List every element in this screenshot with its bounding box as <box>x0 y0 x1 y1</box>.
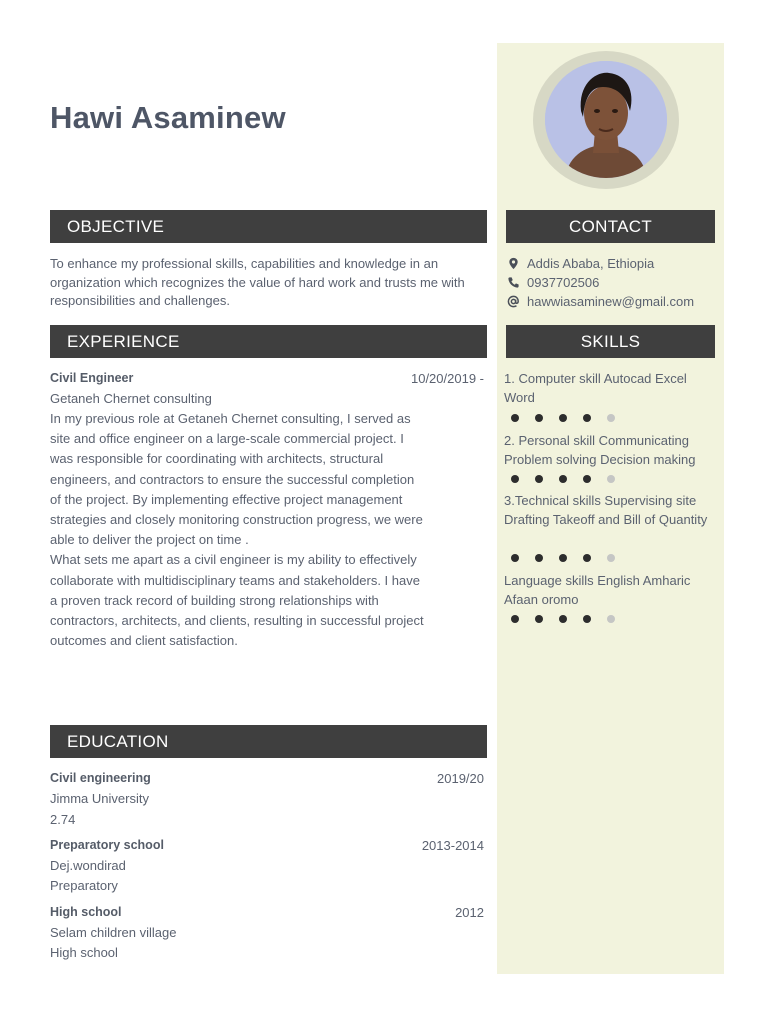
objective-header: OBJECTIVE <box>50 210 487 243</box>
education-header: EDUCATION <box>50 725 487 758</box>
contact-header: CONTACT <box>506 210 715 243</box>
skill-item: 2. Personal skill Communicating Problem solving Decision making <box>504 433 696 467</box>
rating-dot-empty <box>607 615 615 623</box>
rating-dot-filled <box>559 475 567 483</box>
contact-location <box>506 256 654 271</box>
rating-dot-filled <box>535 554 543 562</box>
education-detail: High school <box>50 945 118 960</box>
contact-phone-text: 0937702506 <box>527 275 600 290</box>
education-date: 2012 <box>455 905 484 920</box>
objective-text: To enhance my professional skills, capabilities and knowledge in an organization which recognizes the value of hard work and trusts me with responsibilities and challenges. <box>50 256 465 308</box>
skill-rating <box>511 475 615 483</box>
skills-header: SKILLS <box>506 325 715 358</box>
rating-dot-filled <box>559 414 567 422</box>
education-institution: Selam children village <box>50 925 177 940</box>
contact-phone <box>506 275 599 290</box>
education-date: 2013-2014 <box>421 838 484 853</box>
phone-icon <box>506 276 520 290</box>
experience-job-title: Civil Engineer <box>50 371 134 385</box>
rating-dot-empty <box>607 414 615 422</box>
rating-dot-filled <box>511 615 519 623</box>
education-title: High school <box>50 905 122 919</box>
rating-dot-filled <box>511 475 519 483</box>
skill-rating <box>511 615 615 623</box>
rating-dot-filled <box>583 414 591 422</box>
education-date: 2019/20 <box>437 771 484 786</box>
experience-header: EXPERIENCE <box>50 325 487 358</box>
rating-dot-filled <box>535 414 543 422</box>
contact-location-text: Addis Ababa, Ethiopia <box>527 256 655 271</box>
skill-rating <box>511 414 615 422</box>
education-institution: Dej.wondirad <box>50 858 126 873</box>
contact-email[interactable] <box>506 294 694 309</box>
at-sign-icon <box>506 295 520 309</box>
education-detail: 2.74 <box>50 812 76 827</box>
rating-dot-filled <box>535 615 543 623</box>
skill-item: 1. Computer skill Autocad Excel Word <box>504 371 687 405</box>
rating-dot-filled <box>559 615 567 623</box>
education-title: Civil engineering <box>50 771 151 785</box>
profile-photo <box>545 61 667 178</box>
rating-dot-filled <box>583 554 591 562</box>
profile-photo-image <box>545 61 667 178</box>
skill-item: 3.Technical skills Supervising site Drafting Takeoff and Bill of Quantity <box>504 493 708 527</box>
map-pin-icon <box>506 257 520 271</box>
education-detail: Preparatory <box>50 878 118 893</box>
rating-dot-filled <box>511 414 519 422</box>
skill-item: Language skills English Amharic Afaan oromo <box>504 573 691 607</box>
rating-dot-filled <box>583 475 591 483</box>
skill-rating <box>511 554 615 562</box>
rating-dot-empty <box>607 475 615 483</box>
rating-dot-filled <box>583 615 591 623</box>
experience-description-p2: What sets me apart as a civil engineer is my ability to effectively collaborate with multidisciplinary teams and stakeholders. I have a proven track record of building strong relationships with contractors, architects, and clients, resulting in successful project outcomes and client satisfaction. <box>50 552 424 649</box>
experience-description <box>50 409 425 651</box>
rating-dot-empty <box>607 554 615 562</box>
person-name: Hawi Asaminew <box>50 100 286 135</box>
experience-description-p1: In my previous role at Getaneh Chernet consulting, I served as site and office engineer on a large-scale commercial project. I was responsible for coordinating with architects, structural engineers, and contractors to ensure the successful completion of the project. By implementing effective project management strategies and closely monitoring construction progress, we were able to deliver the project on time . <box>50 411 423 548</box>
education-title: Preparatory school <box>50 838 164 852</box>
experience-date: 10/20/2019 - <box>410 371 484 386</box>
education-institution: Jimma University <box>50 791 149 806</box>
experience-company: Getaneh Chernet consulting <box>50 391 212 406</box>
rating-dot-filled <box>511 554 519 562</box>
rating-dot-filled <box>559 554 567 562</box>
rating-dot-filled <box>535 475 543 483</box>
contact-email-text[interactable]: hawwiasaminew@gmail.com <box>527 294 695 309</box>
